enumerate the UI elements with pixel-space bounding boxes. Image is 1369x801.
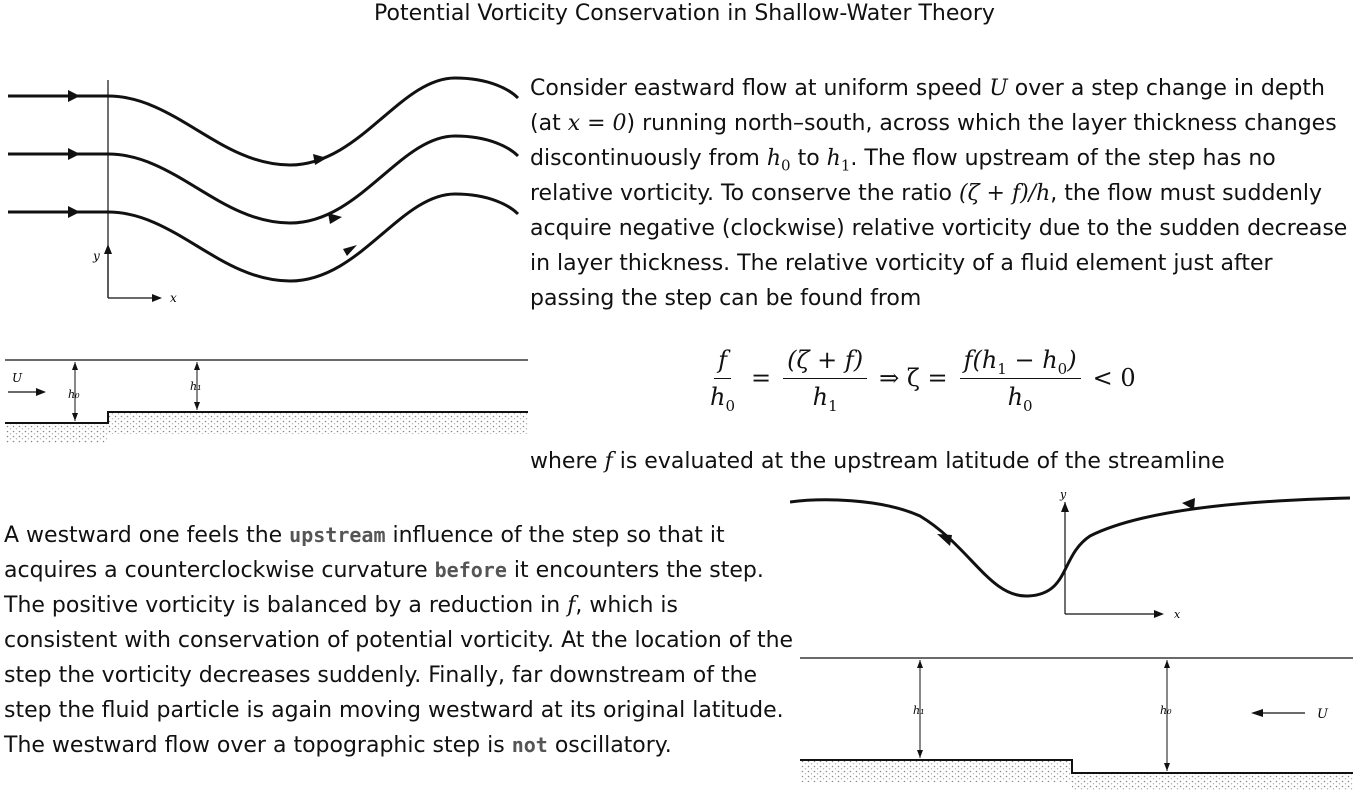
fraction-f-over-h0: $\frac{f}{h_0}$ [710, 345, 736, 415]
code-not: not [511, 733, 548, 757]
depth-label-h1: h₁ [913, 704, 925, 717]
y-axis-arrow [104, 244, 112, 254]
page-title: Potential Vorticity Conservation in Shallow-Water Theory [374, 1, 995, 26]
westward-streamline-figure [790, 486, 1360, 626]
arrowhead [68, 90, 80, 102]
eastward-paragraph: Consider eastward flow at uniform speed U over a step change in depth (at x = 0) running north–south, across which the layer thickness changes discontinuously from $h_0$ to $h_1$. The flow upstream of the step has no relative vorticity. To conserve the ratio (ζ + f)/h, the flow must suddenly acquire negative (clockwise) relative vorticity due to the sudden decrease in layer thickness. The relative vorticity of a fluid element just after passing the step can be found from [530, 76, 1348, 311]
y-axis-label: y [1060, 488, 1067, 501]
streamline-2 [8, 136, 518, 223]
code-upstream: upstream [289, 523, 386, 547]
fraction-vorticity-result: $\frac{f(h_1 - h_0)}{h_0}$ [960, 346, 1081, 411]
x-axis-arrow [1154, 610, 1164, 618]
depth-label-h0: h₀ [1160, 704, 1172, 717]
velocity-label: U [12, 371, 23, 385]
vorticity-equation: $\frac{f}{h_0}$ = $\frac{(\zeta + f)}{h_1}$ ⇒ ζ = $\frac{f(h_1 - h_0)}{h_0}$ < 0 [700, 338, 1142, 418]
x-axis-arrow [152, 294, 162, 302]
depth-label-h1: h₁ [190, 380, 202, 393]
westward-streamline [790, 498, 1350, 596]
y-axis-label: y [93, 249, 100, 263]
streamline-3 [8, 194, 518, 281]
x-axis-label: x [1174, 608, 1181, 621]
depth-label-h0: h₀ [68, 388, 80, 401]
arrowhead [68, 206, 80, 218]
where-paragraph: where f is evaluated at the upstream latitude of the streamline [530, 449, 1225, 474]
eastward-streamline-figure [0, 70, 520, 380]
sediment-left [800, 760, 1072, 782]
arrowhead [313, 154, 327, 165]
sediment-right [1072, 773, 1353, 790]
sediment-right [108, 412, 528, 434]
sediment-left [5, 423, 108, 443]
arrowhead [937, 534, 952, 546]
velocity-label: U [1317, 707, 1328, 722]
y-axis-arrow [1061, 502, 1069, 512]
arrowhead [328, 213, 342, 224]
x-axis-label: x [170, 291, 177, 305]
streamline-1 [8, 78, 518, 165]
code-before: before [434, 558, 507, 582]
eastward-cross-section [0, 350, 530, 450]
arrowhead [68, 148, 80, 160]
westward-paragraph: A westward one feels the upstream influence of the step so that it acquires a counterclockwise curvature before it encounters the step. The positive vorticity is balanced by a reduction in f, which is consistent with conservation of potential vorticity. At the location of the step the vorticity decreases suddenly. Finally, far downstream of the step the fluid particle is again moving westward at its original latitude. The westward flow over a topographic step is not oscillatory. [4, 523, 794, 758]
westward-cross-section [795, 650, 1365, 790]
fraction-zeta-plus-f-over-h1: $\frac{(\zeta + f)}{h_1}$ [783, 346, 867, 411]
